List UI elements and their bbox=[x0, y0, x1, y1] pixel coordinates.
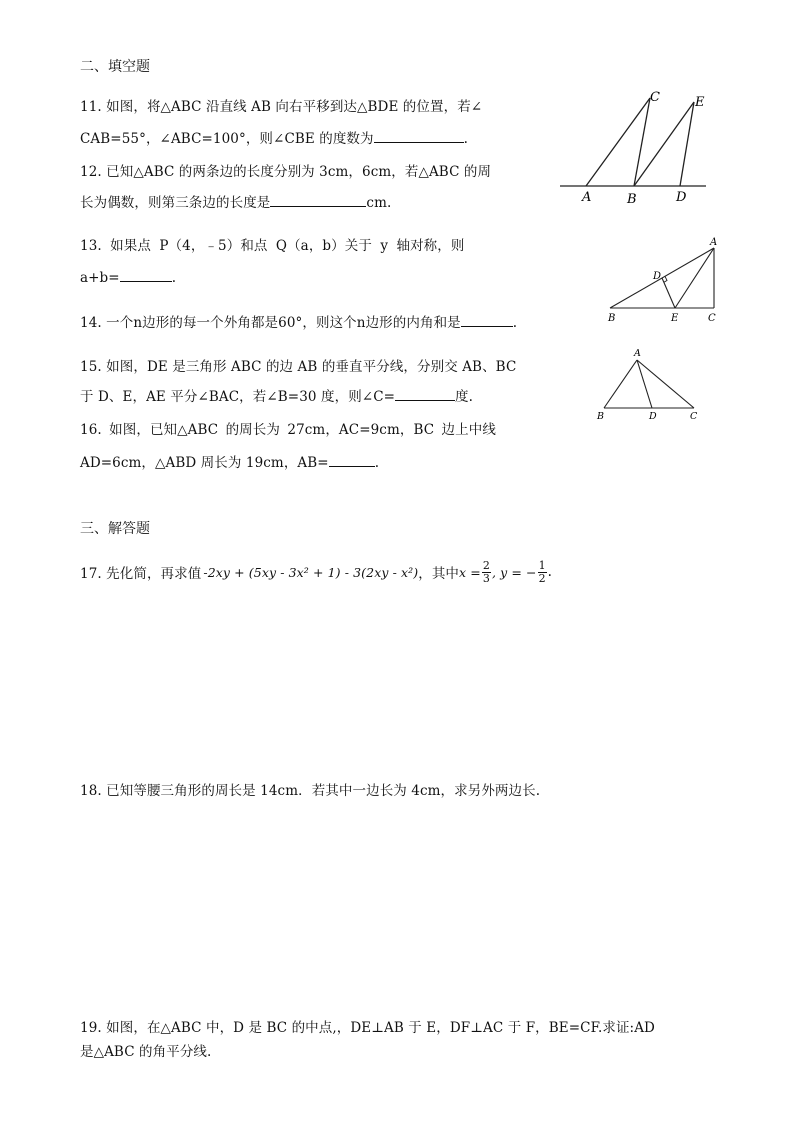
q12-line2-text: 长为偶数，则第三条边的长度是 bbox=[80, 195, 271, 211]
q17-x-denominator: 3 bbox=[482, 571, 490, 585]
q15-line1: 15. 如图，DE 是三角形 ABC 的边 AB 的垂直平分线，分别交 AB、BC bbox=[80, 359, 517, 375]
q15-line2-end: 度. bbox=[455, 389, 474, 405]
fig1-label-c: C bbox=[650, 90, 660, 105]
fig1-label-d: D bbox=[676, 190, 687, 205]
q17-line bbox=[80, 555, 552, 589]
q17-mid: ，其中 bbox=[418, 566, 460, 582]
q17-y-denominator: 2 bbox=[538, 571, 546, 585]
fig1-label-e: E bbox=[695, 95, 705, 110]
fig2-segment-de bbox=[662, 278, 675, 308]
fig2-label-d: D bbox=[653, 271, 662, 282]
fig1-side-ed bbox=[680, 102, 694, 186]
q17-y-numerator: 1 bbox=[538, 558, 546, 572]
figure-translation-triangles bbox=[556, 86, 712, 208]
q13-line1: 13. 如果点 P（4，﹣5）和点 Q（a，b）关于 y 轴对称，则 bbox=[80, 238, 465, 254]
q15-line2 bbox=[80, 385, 473, 405]
q16-line2-end: . bbox=[374, 455, 380, 471]
q16-line1: 16. 如图，已知△ABC 的周长为 27cm，AC=9cm，BC 边上中线 bbox=[80, 422, 496, 438]
fig2-label-b: B bbox=[608, 313, 616, 324]
q13-line2 bbox=[80, 267, 176, 286]
fig3-label-c: C bbox=[690, 411, 698, 422]
fig1-side-be bbox=[634, 102, 694, 186]
q13-answer-blank[interactable] bbox=[120, 267, 172, 282]
figure-perpendicular-bisector bbox=[604, 234, 724, 326]
fig1-side-ac bbox=[586, 98, 650, 186]
fig1-label-b: B bbox=[627, 192, 637, 207]
fig3-label-d: D bbox=[649, 411, 657, 422]
q11-line2-end: . bbox=[463, 131, 469, 147]
q11-line1: 11. 如图，将△ABC 沿直线 AB 向右平移到达△BDE 的位置，若∠ bbox=[80, 99, 483, 115]
q17-y-lhs: , y = − bbox=[491, 564, 537, 580]
section-title-fill-in: 二、填空题 bbox=[80, 59, 150, 75]
q17-y-fraction bbox=[538, 560, 547, 585]
q17-prefix: 17. 先化简，再求值 bbox=[80, 566, 202, 582]
fig2-label-a: A bbox=[710, 237, 718, 248]
q17-x-lhs: x = bbox=[459, 564, 481, 580]
q18-line: 18. 已知等腰三角形的周长是 14cm．若其中一边长为 4cm，求另外两边长. bbox=[80, 783, 541, 799]
fig3-label-a: A bbox=[634, 348, 641, 359]
q12-line2-end: cm. bbox=[366, 195, 392, 211]
fig2-label-e: E bbox=[671, 313, 679, 324]
q14-text: 14. 一个n边形的每一个外角都是60°，则这个n边形的内角和是 bbox=[80, 315, 461, 331]
q16-line2 bbox=[80, 451, 379, 471]
q17-x-numerator: 2 bbox=[482, 558, 490, 572]
q16-answer-blank[interactable] bbox=[329, 452, 375, 467]
q11-answer-blank[interactable] bbox=[374, 128, 464, 143]
q13-line2-text: a+b= bbox=[80, 270, 120, 286]
q14-answer-blank[interactable] bbox=[461, 312, 513, 327]
q11-line2-text: CAB=55°，∠ABC=100°，则∠CBE 的度数为 bbox=[80, 131, 374, 147]
fig1-label-a: A bbox=[582, 190, 592, 205]
q17-end: . bbox=[547, 564, 553, 580]
q17-expression: -2xy + (5xy - 3x² + 1) - 3(2xy - x²) bbox=[203, 564, 419, 580]
q15-line2-text: 于 D、E，AE 平分∠BAC，若∠B=30 度，则∠C= bbox=[80, 389, 396, 405]
fig1-side-cb bbox=[634, 98, 650, 186]
fig3-label-b: B bbox=[597, 411, 604, 422]
fig3-side-ac bbox=[637, 360, 694, 408]
q16-line2-text: AD=6cm，△ABD 周长为 19cm，AB= bbox=[80, 455, 329, 471]
figure-median-triangle bbox=[594, 346, 706, 424]
fig2-label-c: C bbox=[708, 313, 716, 324]
q11-line2 bbox=[80, 127, 468, 147]
fig3-side-ba bbox=[604, 360, 637, 408]
section-title-answer: 三、解答题 bbox=[80, 521, 150, 537]
q14-end: . bbox=[512, 315, 518, 331]
q13-line2-end: . bbox=[171, 270, 177, 286]
q12-line2 bbox=[80, 191, 391, 211]
fig2-segment-ea bbox=[675, 248, 714, 308]
q19-line2: 是△ABC 的角平分线. bbox=[80, 1044, 212, 1060]
q17-x-fraction bbox=[482, 560, 491, 585]
fig3-median-ad bbox=[637, 360, 652, 408]
q15-answer-blank[interactable] bbox=[395, 386, 455, 401]
q12-line1: 12. 已知△ABC 的两条边的长度分别为 3cm，6cm，若△ABC 的周 bbox=[80, 164, 492, 180]
q14-line1 bbox=[80, 311, 517, 331]
q12-answer-blank[interactable] bbox=[270, 192, 366, 207]
q19-line1: 19. 如图，在△ABC 中，D 是 BC 的中点,，DE⊥AB 于 E，DF⊥AC 于 F，BE=CF.求证:AD bbox=[80, 1020, 655, 1036]
